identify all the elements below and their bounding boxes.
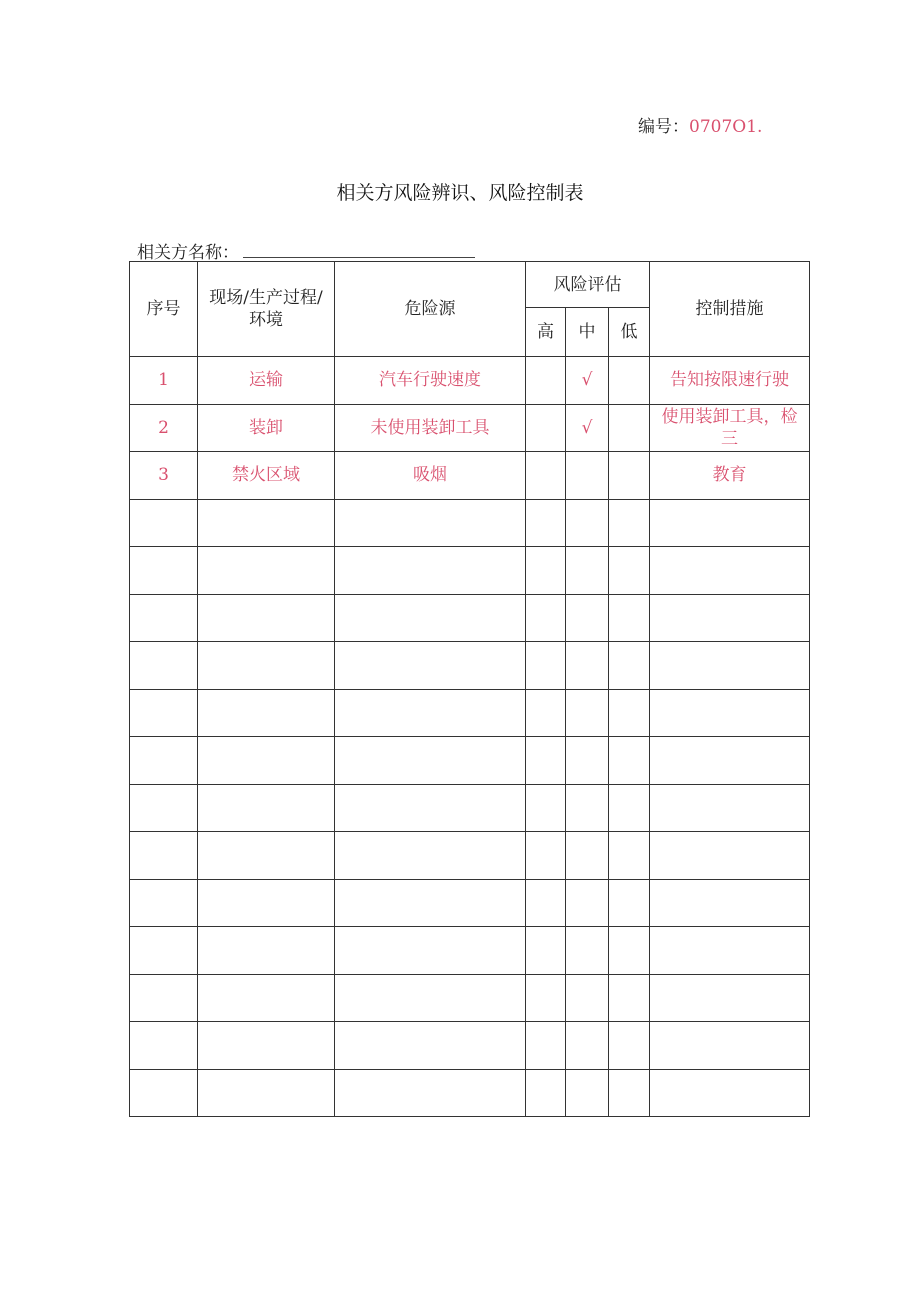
- cell-measure-empty[interactable]: [650, 689, 810, 737]
- cell-measure-empty[interactable]: [650, 927, 810, 975]
- header-low: 低: [609, 308, 650, 357]
- header-hazard: 危险源: [335, 262, 526, 357]
- cell-mid-empty[interactable]: [566, 832, 609, 880]
- cell-low-empty[interactable]: [609, 1022, 650, 1070]
- cell-low-empty[interactable]: [609, 547, 650, 595]
- cell-seq-empty[interactable]: [130, 689, 198, 737]
- cell-mid[interactable]: [566, 452, 609, 500]
- cell-low[interactable]: [609, 404, 650, 452]
- cell-site-empty[interactable]: [198, 547, 335, 595]
- table-row-empty: [130, 547, 810, 595]
- cell-seq-empty[interactable]: [130, 1022, 198, 1070]
- cell-mid-empty[interactable]: [566, 642, 609, 690]
- cell-hazard-empty[interactable]: [335, 737, 526, 785]
- cell-high-empty[interactable]: [526, 927, 566, 975]
- cell-high-empty[interactable]: [526, 784, 566, 832]
- header-site-label: 现场/生产过程/环境: [209, 288, 323, 330]
- cell-mid-empty[interactable]: [566, 879, 609, 927]
- cell-high-empty[interactable]: [526, 1069, 566, 1117]
- cell-hazard[interactable]: 吸烟: [335, 452, 526, 500]
- cell-seq[interactable]: 1: [130, 357, 198, 405]
- cell-measure-empty[interactable]: [650, 499, 810, 547]
- table-row-empty: [130, 879, 810, 927]
- cell-site-empty[interactable]: [198, 879, 335, 927]
- cell-hazard-empty[interactable]: [335, 1069, 526, 1117]
- cell-hazard[interactable]: 未使用装卸工具: [335, 404, 526, 452]
- cell-high[interactable]: [526, 452, 566, 500]
- cell-seq-empty[interactable]: [130, 642, 198, 690]
- cell-hazard-empty[interactable]: [335, 879, 526, 927]
- cell-measure-empty[interactable]: [650, 642, 810, 690]
- cell-site-empty[interactable]: [198, 784, 335, 832]
- cell-low[interactable]: [609, 452, 650, 500]
- cell-seq-empty[interactable]: [130, 547, 198, 595]
- header-mid: 中: [566, 308, 609, 357]
- cell-low-empty[interactable]: [609, 642, 650, 690]
- party-name-label: 相关方名称：: [137, 243, 239, 263]
- table-row-empty: [130, 784, 810, 832]
- table-row-empty: [130, 1069, 810, 1117]
- cell-high-empty[interactable]: [526, 547, 566, 595]
- cell-seq[interactable]: 3: [130, 452, 198, 500]
- risk-table: [129, 261, 810, 1117]
- table-row: [130, 357, 810, 405]
- cell-high[interactable]: [526, 357, 566, 405]
- cell-measure-text: 使用装卸工具，检三: [661, 406, 798, 449]
- cell-low-empty[interactable]: [609, 927, 650, 975]
- cell-site[interactable]: 禁火区域: [198, 452, 335, 500]
- cell-measure[interactable]: [650, 404, 810, 452]
- cell-hazard-empty[interactable]: [335, 594, 526, 642]
- cell-low-empty[interactable]: [609, 689, 650, 737]
- header-control-measures: 控制措施: [650, 262, 810, 357]
- cell-mid-empty[interactable]: [566, 1069, 609, 1117]
- cell-hazard-empty[interactable]: [335, 689, 526, 737]
- cell-seq-empty[interactable]: [130, 879, 198, 927]
- cell-measure-empty[interactable]: [650, 594, 810, 642]
- table-row-empty: [130, 927, 810, 975]
- cell-seq-empty[interactable]: [130, 594, 198, 642]
- cell-hazard[interactable]: 汽车行驶速度: [335, 357, 526, 405]
- table-row-empty: [130, 974, 810, 1022]
- cell-measure-text: 告知按限速行驶: [670, 370, 789, 391]
- cell-hazard-empty[interactable]: [335, 832, 526, 880]
- cell-site-empty[interactable]: [198, 689, 335, 737]
- document-code-value: 0707O1.: [689, 117, 763, 137]
- cell-measure-empty[interactable]: [650, 832, 810, 880]
- cell-mid-empty[interactable]: [566, 784, 609, 832]
- cell-high[interactable]: [526, 404, 566, 452]
- cell-mid-empty[interactable]: [566, 974, 609, 1022]
- header-site: [198, 262, 335, 357]
- table-row-empty: [130, 499, 810, 547]
- cell-measure-empty[interactable]: [650, 737, 810, 785]
- cell-site-empty[interactable]: [198, 974, 335, 1022]
- cell-high-empty[interactable]: [526, 832, 566, 880]
- cell-hazard-empty[interactable]: [335, 499, 526, 547]
- header-high: 高: [526, 308, 566, 357]
- cell-site-empty[interactable]: [198, 499, 335, 547]
- cell-hazard-empty[interactable]: [335, 1022, 526, 1070]
- cell-measure-empty[interactable]: [650, 1022, 810, 1070]
- cell-low-empty[interactable]: [609, 594, 650, 642]
- table-row-empty: [130, 594, 810, 642]
- cell-seq-empty[interactable]: [130, 1069, 198, 1117]
- document-code-label: 编号：: [638, 117, 689, 137]
- cell-site-empty[interactable]: [198, 1022, 335, 1070]
- cell-low-empty[interactable]: [609, 499, 650, 547]
- cell-low-empty[interactable]: [609, 832, 650, 880]
- cell-seq-empty[interactable]: [130, 974, 198, 1022]
- table-row: [130, 404, 810, 452]
- cell-seq-empty[interactable]: [130, 927, 198, 975]
- cell-measure-empty[interactable]: [650, 784, 810, 832]
- cell-site-empty[interactable]: [198, 1069, 335, 1117]
- table-row-empty: [130, 832, 810, 880]
- table-row-empty: [130, 737, 810, 785]
- cell-low-empty[interactable]: [609, 784, 650, 832]
- header-risk-assessment: 风险评估: [526, 262, 650, 308]
- party-name-blank[interactable]: [243, 243, 475, 258]
- cell-mid-empty[interactable]: [566, 499, 609, 547]
- cell-hazard-empty[interactable]: [335, 642, 526, 690]
- party-name-field: [137, 238, 475, 263]
- cell-mid[interactable]: √: [566, 357, 609, 405]
- cell-measure[interactable]: [650, 357, 810, 405]
- table-row-empty: [130, 642, 810, 690]
- cell-low-empty[interactable]: [609, 737, 650, 785]
- cell-measure-empty[interactable]: [650, 547, 810, 595]
- cell-seq-empty[interactable]: [130, 784, 198, 832]
- cell-site[interactable]: 运输: [198, 357, 335, 405]
- cell-high-empty[interactable]: [526, 737, 566, 785]
- cell-high-empty[interactable]: [526, 594, 566, 642]
- cell-hazard-empty[interactable]: [335, 927, 526, 975]
- cell-seq-empty[interactable]: [130, 499, 198, 547]
- cell-site-empty[interactable]: [198, 594, 335, 642]
- cell-high-empty[interactable]: [526, 499, 566, 547]
- cell-site-empty[interactable]: [198, 927, 335, 975]
- cell-site-empty[interactable]: [198, 737, 335, 785]
- cell-seq-empty[interactable]: [130, 832, 198, 880]
- cell-mid-empty[interactable]: [566, 1022, 609, 1070]
- cell-seq-empty[interactable]: [130, 737, 198, 785]
- cell-mid-empty[interactable]: [566, 547, 609, 595]
- cell-seq[interactable]: 2: [130, 404, 198, 452]
- cell-measure-empty[interactable]: [650, 1069, 810, 1117]
- cell-site-empty[interactable]: [198, 642, 335, 690]
- cell-high-empty[interactable]: [526, 879, 566, 927]
- cell-low-empty[interactable]: [609, 974, 650, 1022]
- page-title: 相关方风险辨识、风险控制表: [336, 182, 584, 204]
- cell-measure-empty[interactable]: [650, 879, 810, 927]
- cell-low-empty[interactable]: [609, 1069, 650, 1117]
- cell-low-empty[interactable]: [609, 879, 650, 927]
- cell-hazard-empty[interactable]: [335, 974, 526, 1022]
- cell-hazard-empty[interactable]: [335, 784, 526, 832]
- cell-high-empty[interactable]: [526, 974, 566, 1022]
- cell-mid-empty[interactable]: [566, 737, 609, 785]
- table-row-empty: [130, 1022, 810, 1070]
- document-code: [638, 112, 762, 137]
- cell-high-empty[interactable]: [526, 689, 566, 737]
- cell-mid-empty[interactable]: [566, 927, 609, 975]
- cell-high-empty[interactable]: [526, 1022, 566, 1070]
- cell-high-empty[interactable]: [526, 642, 566, 690]
- cell-hazard-empty[interactable]: [335, 547, 526, 595]
- cell-mid-empty[interactable]: [566, 594, 609, 642]
- cell-mid[interactable]: √: [566, 404, 609, 452]
- header-seq: 序号: [130, 262, 198, 357]
- table-row: [130, 452, 810, 500]
- cell-measure-empty[interactable]: [650, 974, 810, 1022]
- cell-site[interactable]: 装卸: [198, 404, 335, 452]
- cell-low[interactable]: [609, 357, 650, 405]
- cell-mid-empty[interactable]: [566, 689, 609, 737]
- table-row-empty: [130, 689, 810, 737]
- risk-table-body: [130, 357, 810, 1117]
- cell-site-empty[interactable]: [198, 832, 335, 880]
- cell-measure-text: 教育: [712, 465, 747, 486]
- cell-measure[interactable]: [650, 452, 810, 500]
